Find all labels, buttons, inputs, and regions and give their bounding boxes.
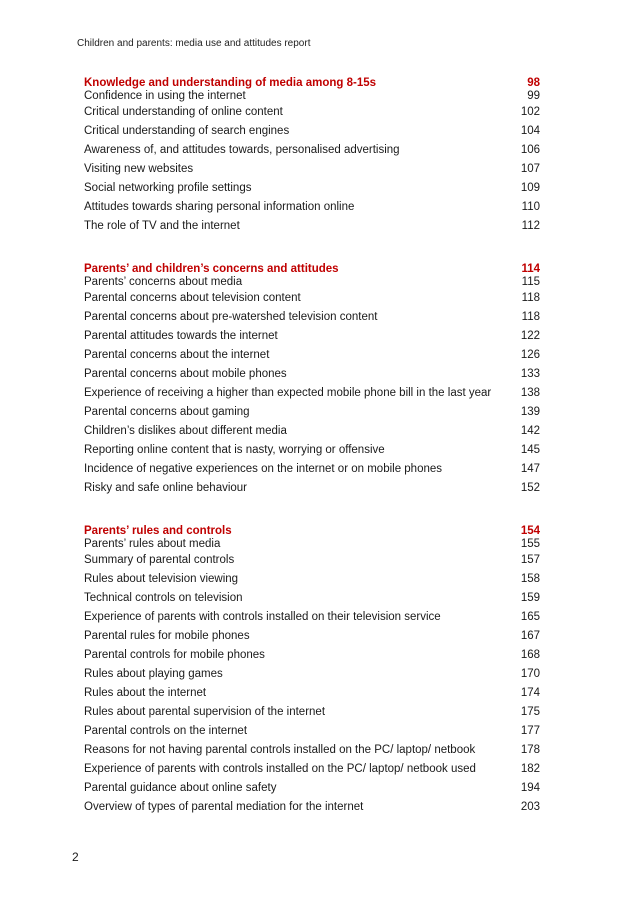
toc-entry-label: Reporting online content that is nasty, worrying or offensive <box>84 444 385 456</box>
toc-entry[interactable] <box>84 422 540 441</box>
page-number: 2 <box>72 850 79 864</box>
toc-entry[interactable] <box>84 346 540 365</box>
toc-entry-page: 158 <box>520 573 540 585</box>
toc-entry-label: Social networking profile settings <box>84 182 252 194</box>
toc-entry[interactable] <box>84 198 540 217</box>
toc-entry-label: Parental concerns about gaming <box>84 406 250 418</box>
toc-entry[interactable] <box>84 122 540 141</box>
toc-entry-page: 102 <box>520 106 540 118</box>
toc-entry-page: 142 <box>520 425 540 437</box>
toc-entry-page: 99 <box>527 90 540 102</box>
toc-entry-label: Confidence in using the internet <box>84 90 246 102</box>
toc-entry-label: Parental controls on the internet <box>84 725 248 737</box>
toc-entry-label: Parental attitudes towards the internet <box>84 330 278 342</box>
toc-entry-label: Parental concerns about pre-watershed television content <box>84 311 378 323</box>
toc-entry-label: Reasons for not having parental controls installed on the PC/ laptop/ netbook <box>84 744 476 756</box>
toc-entry-page: 175 <box>520 706 540 718</box>
toc-entry-page: 194 <box>520 782 540 794</box>
toc-entry-label: Experience of parents with controls installed on their television service <box>84 611 441 623</box>
toc-entry[interactable] <box>84 179 540 198</box>
toc-entry[interactable] <box>84 722 540 741</box>
toc-entry[interactable] <box>84 589 540 608</box>
toc-entry[interactable] <box>84 160 540 179</box>
toc-entry-label: Attitudes towards sharing personal information online <box>84 201 355 213</box>
section-heading[interactable] <box>84 525 540 537</box>
toc-entry-page: 155 <box>520 538 540 550</box>
section-heading-page: 154 <box>520 525 540 537</box>
toc-entry[interactable] <box>84 627 540 646</box>
toc-entry[interactable] <box>84 703 540 722</box>
toc-entry-page: 110 <box>521 201 540 213</box>
toc-entry[interactable] <box>84 741 540 760</box>
toc-entry-label: Parents’ concerns about media <box>84 276 243 288</box>
toc-section-knowledge <box>84 77 540 236</box>
toc-entry[interactable] <box>84 779 540 798</box>
toc-entry-page: 109 <box>520 182 540 194</box>
toc-entry-page: 139 <box>520 406 540 418</box>
toc-entry[interactable] <box>84 275 540 289</box>
toc-entry[interactable] <box>84 460 540 479</box>
toc-entry-page: 203 <box>520 801 540 813</box>
toc-section-rules <box>84 525 540 817</box>
toc-entry[interactable] <box>84 308 540 327</box>
section-heading-label: Parents’ and children’s concerns and attitudes <box>84 263 339 275</box>
toc-entry-label: Parental concerns about the internet <box>84 349 270 361</box>
toc-entry[interactable] <box>84 141 540 160</box>
toc-entry[interactable] <box>84 365 540 384</box>
toc-entry[interactable] <box>84 570 540 589</box>
toc-entry[interactable] <box>84 403 540 422</box>
toc-entry[interactable] <box>84 646 540 665</box>
running-header: Children and parents: media use and attitudes report <box>77 38 311 49</box>
toc-entry-label: Critical understanding of search engines <box>84 125 290 137</box>
toc-entry-label: The role of TV and the internet <box>84 220 240 232</box>
toc-entry-page: 133 <box>520 368 540 380</box>
toc-entry-page: 126 <box>520 349 540 361</box>
toc-entry[interactable] <box>84 217 540 236</box>
toc-entry-label: Experience of parents with controls installed on the PC/ laptop/ netbook used <box>84 763 476 775</box>
toc-entry-label: Rules about parental supervision of the internet <box>84 706 326 718</box>
toc-entry-label: Incidence of negative experiences on the internet or on mobile phones <box>84 463 443 475</box>
toc-entry[interactable] <box>84 665 540 684</box>
toc-entry-page: 178 <box>520 744 540 756</box>
toc-entry-label: Overview of types of parental mediation for the internet <box>84 801 364 813</box>
toc-entry-label: Experience of receiving a higher than expected mobile phone bill in the last year <box>84 387 492 399</box>
toc-entry-label: Rules about playing games <box>84 668 223 680</box>
toc-entry[interactable] <box>84 684 540 703</box>
toc-entry-page: 174 <box>520 687 540 699</box>
toc-entry-label: Parental guidance about online safety <box>84 782 277 794</box>
toc-entry-label: Visiting new websites <box>84 163 194 175</box>
toc-entry[interactable] <box>84 327 540 346</box>
toc-entry-page: 159 <box>520 592 540 604</box>
toc-entry-label: Parental concerns about television content <box>84 292 301 304</box>
toc-entry-label: Rules about the internet <box>84 687 207 699</box>
section-heading-label: Parents’ rules and controls <box>84 525 232 537</box>
toc-section-concerns <box>84 263 540 498</box>
toc-entry-page: 107 <box>520 163 540 175</box>
toc-entry-page: 157 <box>520 554 540 566</box>
toc-entry-label: Technical controls on television <box>84 592 243 604</box>
toc-entry[interactable] <box>84 537 540 551</box>
toc-entry-page: 165 <box>520 611 540 623</box>
toc-entry-label: Summary of parental controls <box>84 554 235 566</box>
toc-entry-page: 167 <box>520 630 540 642</box>
toc-entry-page: 122 <box>520 330 540 342</box>
toc-entry[interactable] <box>84 479 540 498</box>
toc-entry-page: 177 <box>520 725 540 737</box>
toc-entry-page: 112 <box>521 220 540 232</box>
toc-entry-page: 104 <box>520 125 540 137</box>
toc-entry-page: 152 <box>520 482 540 494</box>
toc-entry-label: Awareness of, and attitudes towards, personalised advertising <box>84 144 400 156</box>
toc-entry-page: 168 <box>520 649 540 661</box>
toc-entry-label: Parental rules for mobile phones <box>84 630 250 642</box>
toc-entry-label: Critical understanding of online content <box>84 106 283 118</box>
toc-entry[interactable] <box>84 441 540 460</box>
toc-entry[interactable] <box>84 289 540 308</box>
section-heading-label: Knowledge and understanding of media among 8-15s <box>84 77 377 89</box>
toc-entry-label: Parental controls for mobile phones <box>84 649 265 661</box>
toc-entry[interactable] <box>84 608 540 627</box>
toc-entry-page: 106 <box>520 144 540 156</box>
toc-entry[interactable] <box>84 798 540 817</box>
toc-entry-page: 118 <box>521 311 540 323</box>
toc-entry-page: 147 <box>520 463 540 475</box>
toc-entry-page: 170 <box>520 668 540 680</box>
section-heading[interactable] <box>84 77 540 89</box>
toc-entry[interactable] <box>84 760 540 779</box>
section-heading-page: 98 <box>527 77 540 89</box>
toc-entry-label: Risky and safe online behaviour <box>84 482 248 494</box>
section-heading-page: 114 <box>521 263 540 275</box>
section-heading[interactable] <box>84 263 540 275</box>
toc-entry[interactable] <box>84 103 540 122</box>
toc-entry[interactable] <box>84 551 540 570</box>
toc-entry-label: Children’s dislikes about different media <box>84 425 287 437</box>
toc-entry-label: Parental concerns about mobile phones <box>84 368 287 380</box>
toc-entry-page: 115 <box>521 276 540 288</box>
toc-entry-label: Parents’ rules about media <box>84 538 221 550</box>
toc-entry-page: 118 <box>521 292 540 304</box>
toc-entry-page: 138 <box>520 387 540 399</box>
toc-entry[interactable] <box>84 384 540 403</box>
toc-entry-page: 145 <box>520 444 540 456</box>
toc-entry[interactable] <box>84 89 540 103</box>
toc-entry-label: Rules about television viewing <box>84 573 239 585</box>
toc-entry-page: 182 <box>520 763 540 775</box>
